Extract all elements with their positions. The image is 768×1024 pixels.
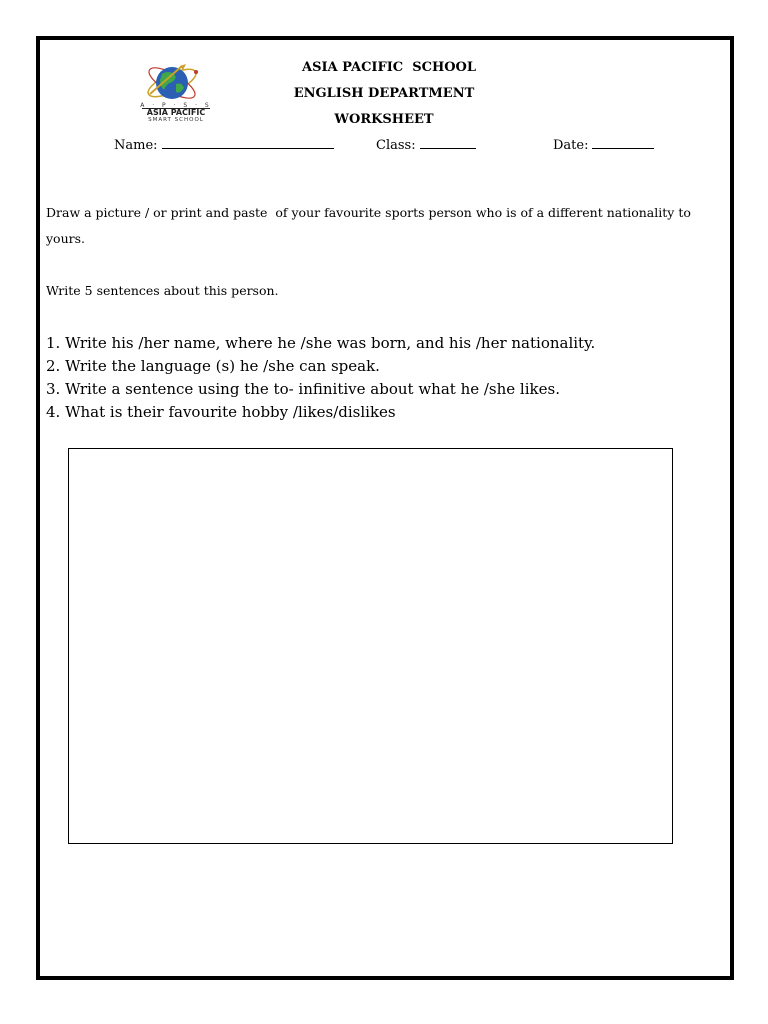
question-list xyxy=(46,332,726,424)
logo-letters: A · P · S · S xyxy=(140,102,212,109)
name-label: Name: xyxy=(114,138,158,153)
question-item: 3. Write a sentence using the to- infinitive about what he /she likes. xyxy=(46,380,560,398)
question-item: 1. Write his /her name, where he /she was born, and his /her nationality. xyxy=(46,334,596,352)
worksheet-title: WORKSHEET xyxy=(334,112,434,127)
question-item: 2. Write the language (s) he /she can speak. xyxy=(46,357,380,375)
department-name: ENGLISH DEPARTMENT xyxy=(293,86,475,101)
date-blank[interactable] xyxy=(592,137,654,149)
class-label: Class: xyxy=(376,138,416,153)
task-instruction: Draw a picture / or print and paste of your favourite sports person who is of a different nationality to yours. xyxy=(46,205,695,246)
date-field[interactable] xyxy=(553,137,654,153)
name-blank[interactable] xyxy=(162,137,334,149)
logo-name: ASIA PACIFIC xyxy=(146,108,206,117)
date-label: Date: xyxy=(553,138,589,153)
drawing-area[interactable] xyxy=(68,448,673,844)
class-blank[interactable] xyxy=(420,137,476,149)
school-name: ASIA PACIFIC SCHOOL xyxy=(301,60,477,75)
logo-subtitle: SMART SCHOOL xyxy=(148,117,204,123)
write-instruction: Write 5 sentences about this person. xyxy=(46,283,279,298)
class-field[interactable] xyxy=(376,137,476,153)
name-field[interactable] xyxy=(114,137,334,153)
question-item: 4. What is their favourite hobby /likes/dislikes xyxy=(46,403,396,421)
